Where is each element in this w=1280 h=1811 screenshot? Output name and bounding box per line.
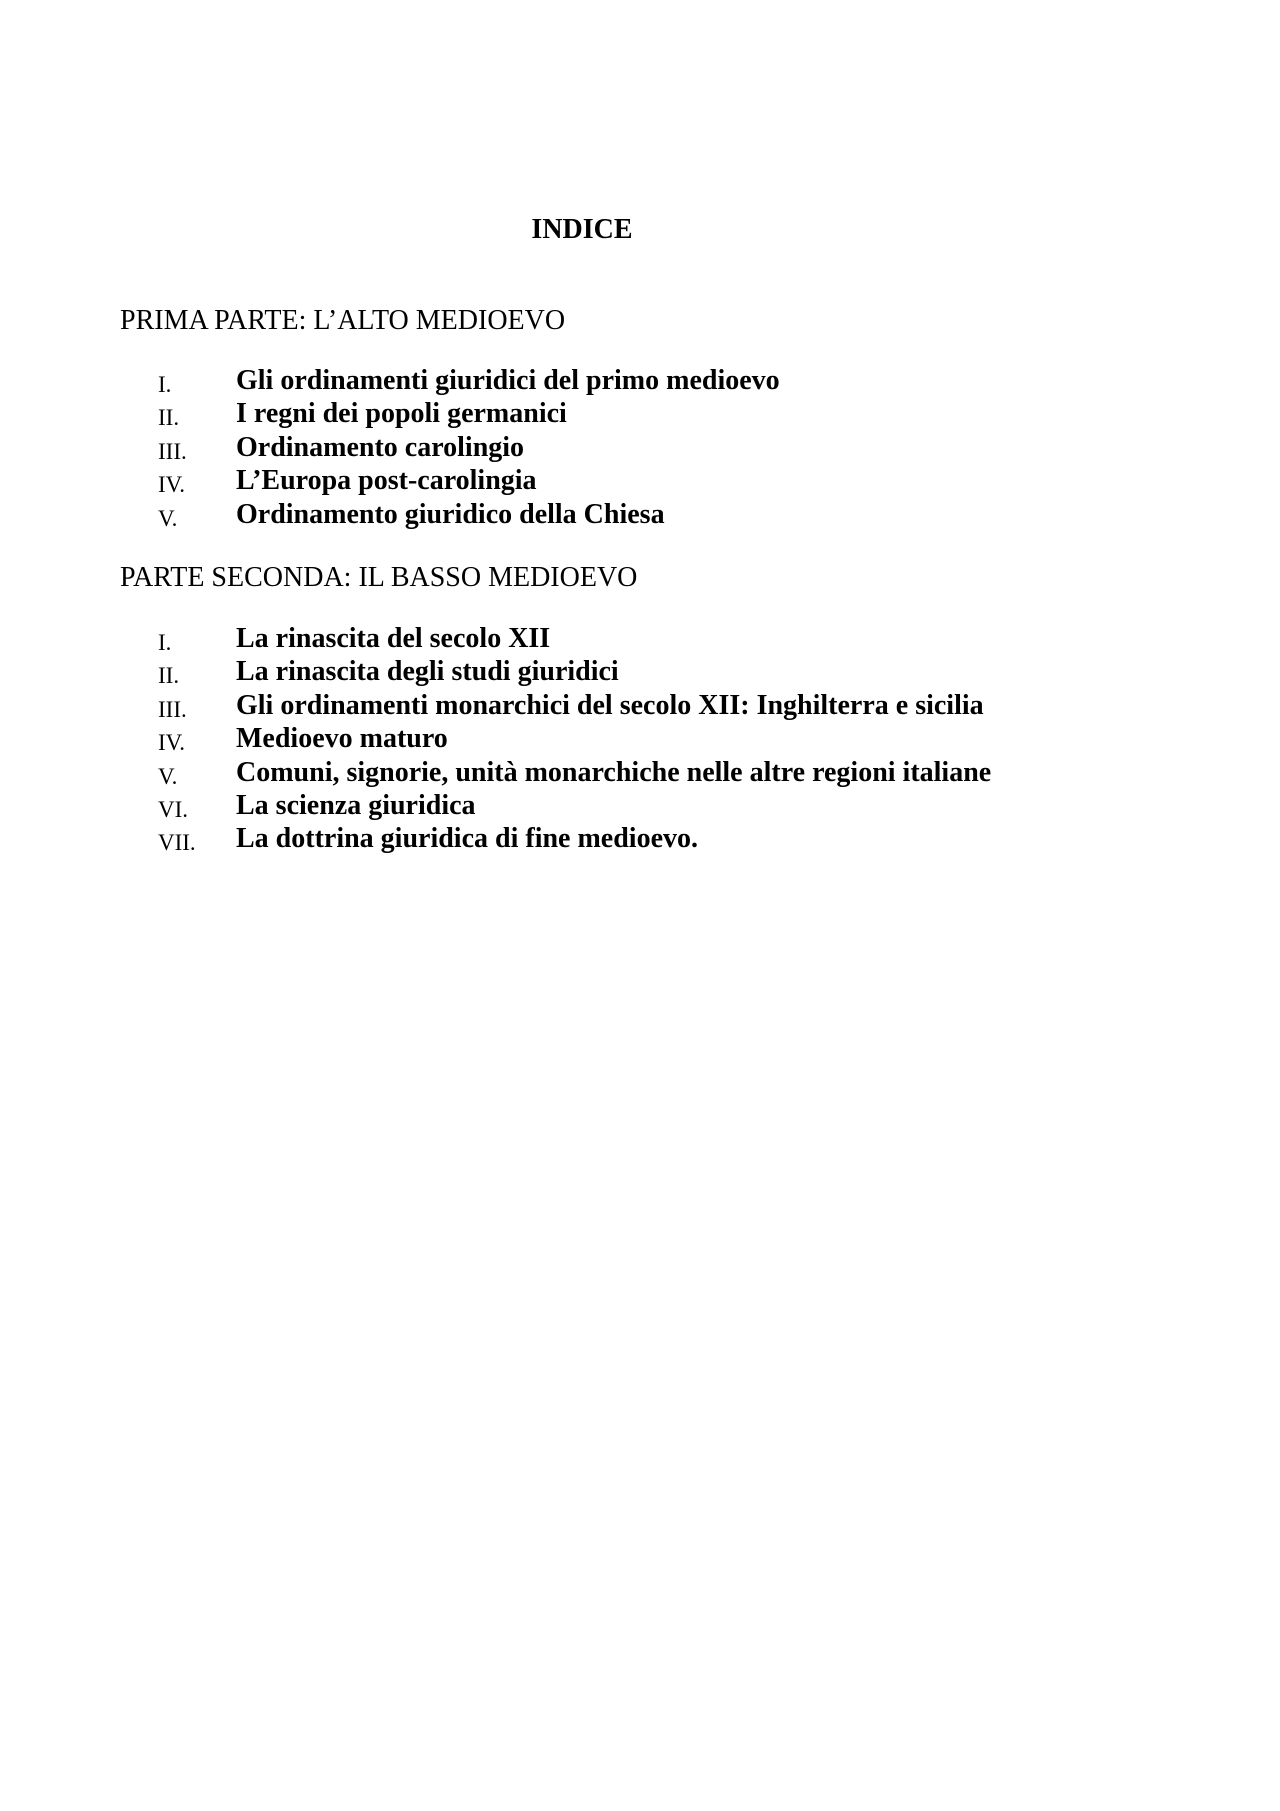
chapter-title: Medioevo maturo — [236, 723, 448, 755]
toc-entry — [0, 656, 1280, 689]
chapter-number: II. — [158, 663, 180, 689]
page-title: INDICE — [531, 214, 633, 245]
chapter-number: IV. — [158, 472, 186, 498]
chapter-title: Ordinamento giuridico della Chiesa — [236, 498, 665, 530]
chapter-list-part-2 — [0, 623, 1280, 857]
chapter-title: La scienza giuridica — [236, 789, 476, 821]
part-heading-2: PARTE SECONDA: IL BASSO MEDIOEVO — [120, 562, 638, 593]
toc-entry — [0, 398, 1280, 431]
chapter-number: V. — [158, 763, 178, 789]
chapter-title: La rinascita degli studi giuridici — [236, 656, 619, 688]
chapter-title: Comuni, signorie, unità monarchiche nelle altre regioni italiane — [236, 756, 992, 788]
chapter-title: Ordinamento carolingio — [236, 431, 525, 463]
chapter-number: V. — [158, 505, 178, 531]
chapter-title: La dottrina giuridica di fine medioevo. — [236, 823, 698, 855]
toc-entry — [0, 465, 1280, 498]
toc-entry — [0, 499, 1280, 532]
chapter-number: I. — [158, 630, 172, 655]
chapter-number: VII. — [158, 830, 196, 856]
chapter-number: IV. — [158, 730, 186, 756]
toc-entry — [0, 690, 1280, 723]
chapter-list-part-1 — [0, 365, 1280, 532]
chapter-title: La rinascita del secolo XII — [236, 623, 551, 654]
chapter-number: III. — [158, 696, 187, 722]
chapter-number: III. — [158, 438, 187, 464]
chapter-title: Gli ordinamenti giuridici del primo medioevo — [236, 365, 780, 396]
toc-entry — [0, 823, 1280, 856]
chapter-number: I. — [158, 372, 172, 397]
toc-entry — [0, 757, 1280, 790]
toc-entry — [0, 365, 1280, 398]
chapter-title: Gli ordinamenti monarchici del secolo XII: Inghilterra e sicilia — [236, 689, 984, 721]
toc-entry — [0, 623, 1280, 656]
part-heading-1: PRIMA PARTE: L’ALTO MEDIOEVO — [120, 305, 566, 336]
chapter-number: II. — [158, 405, 180, 431]
chapter-number: VI. — [158, 796, 189, 822]
chapter-title: L’Europa post-carolingia — [236, 465, 537, 497]
toc-entry — [0, 790, 1280, 823]
toc-entry — [0, 432, 1280, 465]
toc-entry — [0, 723, 1280, 756]
chapter-title: I regni dei popoli germanici — [236, 398, 567, 430]
